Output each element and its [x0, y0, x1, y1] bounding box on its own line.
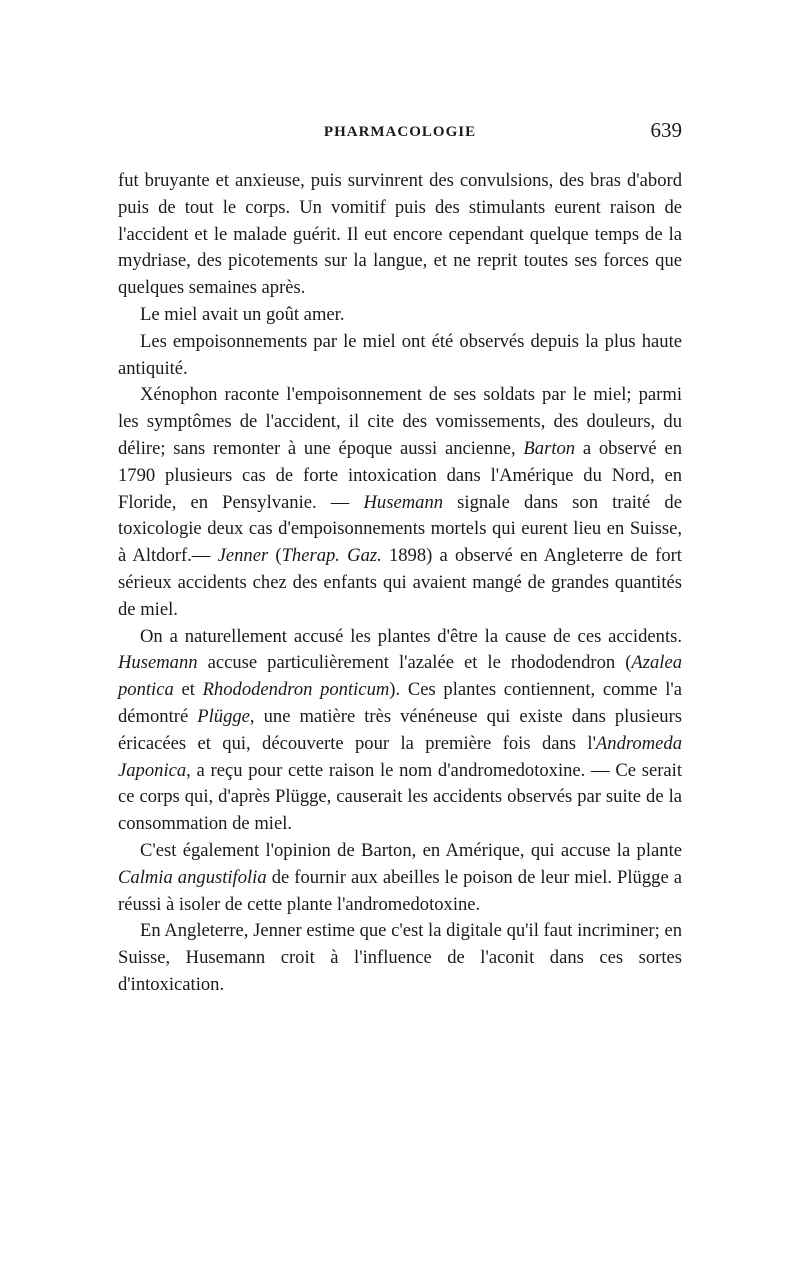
species-calmia: Calmia angustifolia: [118, 866, 267, 888]
running-title: PHARMACOLOGIE: [323, 124, 477, 140]
author-husemann: Husemann: [118, 652, 198, 674]
species-andromeda: Andromeda Japonica: [118, 732, 682, 781]
text-segment: signale dans son traité de toxicologie deux cas d'empoisonnements mortels qui eurent lieu en Suisse, à Altdorf.—: [118, 491, 682, 567]
species-azalea: Azalea pontica: [118, 652, 682, 701]
text-segment: Xénophon raconte l'empoisonnement de ses soldats par le miel; parmi les symptômes de l'accident, il cite des vomissements, des douleurs, du délire; sans remonter à une époque aussi ancienne,: [118, 384, 682, 459]
paragraph-5: [118, 624, 682, 838]
paragraph-6: [118, 838, 682, 918]
paragraph-2: Le miel avait un goût amer.: [140, 303, 345, 325]
text-segment: , une matière très vénéneuse qui existe dans plusieurs éricacées et qui, découverte pour la première fois dans l': [118, 705, 682, 754]
author-husemann: Husemann: [363, 491, 444, 513]
page-header: [118, 118, 682, 148]
text-segment: de fournir aux abeilles le poison de leur miel. Plügge a réussi à isoler de cette plante l'andromedotoxine.: [118, 866, 682, 915]
text-segment: accuse particulièrement l'azalée et le rhododendron (: [197, 652, 632, 674]
text-segment: 1898) a observé en Angleterre de fort sérieux accidents chez des enfants qui avaient mangé de grandes quantités de miel.: [118, 545, 682, 620]
text-segment: , a reçu pour cette raison le nom d'andromedotoxine. — Ce serait ce corps qui, d'après Plügge, causerait les accidents observés par suite de la consommation de miel.: [118, 759, 682, 835]
author-plugge: Plügge: [197, 705, 250, 727]
paragraph-3: Les empoisonnements par le miel ont été observés depuis la plus haute antiquité.: [118, 330, 682, 379]
page-number: 639: [650, 118, 682, 142]
paragraph-1: fut bruyante et anxieuse, puis survinrent des convulsions, des bras d'abord puis de tout le corps. Un vomitif puis des stimulants eurent raison de l'accident et le malade guérit. Il eut encore cependant quelque temps de la mydriase, des picotements sur la langue, et ne reprit toutes ses forces que quelques semaines après.: [118, 170, 682, 299]
text-segment: (: [268, 545, 282, 567]
text-segment: a observé en 1790 plusieurs cas de forte intoxication dans l'Amérique du Nord, en Floride, en Pensylvanie. —: [118, 437, 682, 513]
text-segment: ). Ces plantes contiennent, comme l'a démontré: [118, 679, 682, 727]
author-barton: Barton: [523, 437, 576, 459]
page-body: [118, 168, 682, 999]
text-segment: C'est également l'opinion de Barton, en Amérique, qui accuse la plante: [140, 839, 682, 861]
text-segment: On a naturellement accusé les plantes d'être la cause de ces accidents.: [140, 625, 682, 647]
paragraph-4: [118, 382, 682, 623]
species-rhododendron: Rhododendron ponticum: [202, 679, 390, 701]
author-jenner: Jenner: [217, 545, 269, 567]
journal-reference: Therap. Gaz.: [281, 545, 382, 567]
text-segment: et: [173, 679, 203, 701]
paragraph-7: En Angleterre, Jenner estime que c'est la digitale qu'il faut incriminer; en Suisse, Husemann croit à l'influence de l'aconit dans ces sortes d'intoxication.: [118, 920, 682, 995]
